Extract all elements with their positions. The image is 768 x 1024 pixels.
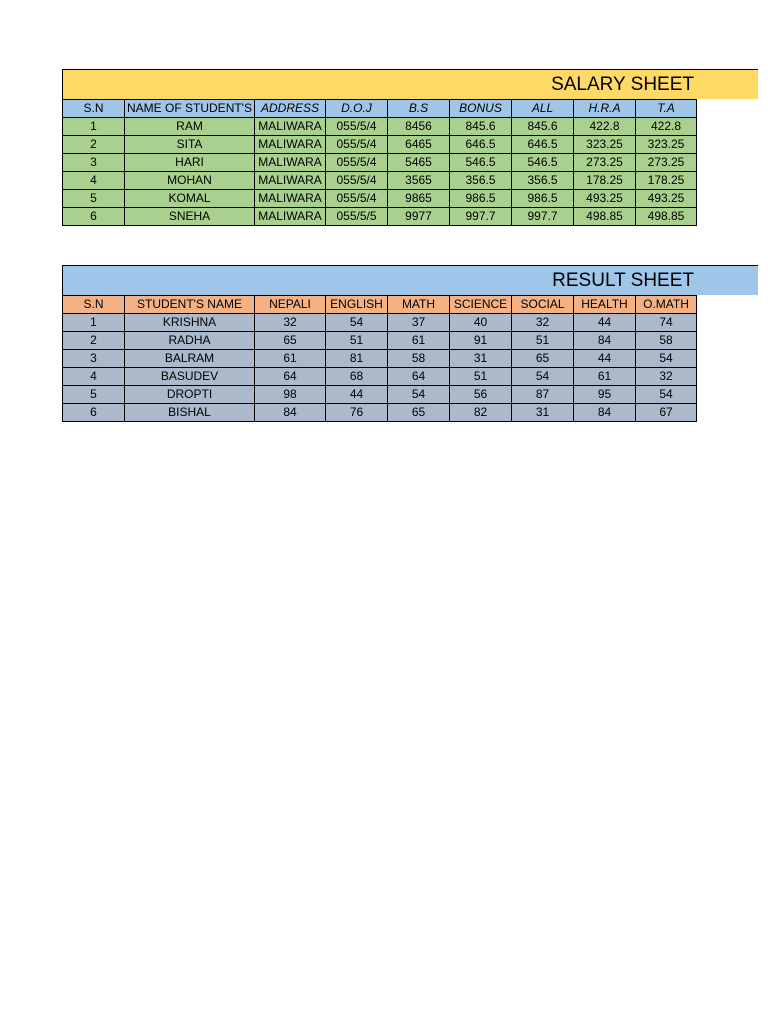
result-cell-science[interactable]: 56	[450, 386, 512, 404]
salary-row	[63, 190, 697, 208]
result-row	[63, 332, 697, 350]
salary-cell-bs[interactable]: 5465	[388, 154, 450, 172]
result-cell-social[interactable]: 51	[512, 332, 574, 350]
salary-cell-bonus[interactable]: 845.6	[450, 118, 512, 136]
result-cell-name[interactable]: KRISHNA	[125, 314, 255, 332]
result-cell-omath[interactable]: 74	[636, 314, 697, 332]
salary-cell-all[interactable]: 646.5	[512, 136, 574, 154]
result-cell-nepali[interactable]: 32	[255, 314, 326, 332]
result-cell-math[interactable]: 58	[388, 350, 450, 368]
salary-cell-all[interactable]: 986.5	[512, 190, 574, 208]
result-cell-omath[interactable]: 32	[636, 368, 697, 386]
salary-cell-address[interactable]: MALIWARA	[255, 172, 326, 190]
result-cell-name[interactable]: BISHAL	[125, 404, 255, 422]
salary-row	[63, 172, 697, 190]
result-cell-nepali[interactable]: 98	[255, 386, 326, 404]
result-cell-science[interactable]: 51	[450, 368, 512, 386]
salary-cell-address[interactable]: MALIWARA	[255, 190, 326, 208]
result-cell-social[interactable]: 87	[512, 386, 574, 404]
salary-header-all: ALL	[512, 100, 574, 118]
salary-cell-address[interactable]: MALIWARA	[255, 208, 326, 226]
salary-cell-name[interactable]: RAM	[125, 118, 255, 136]
result-cell-omath[interactable]: 58	[636, 332, 697, 350]
salary-header-name: NAME OF STUDENT'S	[125, 100, 255, 118]
result-sheet-title-band	[62, 265, 758, 295]
salary-row	[63, 136, 697, 154]
result-header-sn: S.N	[63, 296, 125, 314]
salary-cell-name[interactable]: HARI	[125, 154, 255, 172]
salary-cell-sn[interactable]: 5	[63, 190, 125, 208]
salary-cell-all[interactable]: 356.5	[512, 172, 574, 190]
result-sheet-title: RESULT SHEET	[552, 270, 694, 291]
salary-cell-sn[interactable]: 3	[63, 154, 125, 172]
result-cell-social[interactable]: 31	[512, 404, 574, 422]
result-cell-english[interactable]: 54	[326, 314, 388, 332]
result-cell-english[interactable]: 51	[326, 332, 388, 350]
result-cell-sn[interactable]: 2	[63, 332, 125, 350]
salary-cell-ta[interactable]: 493.25	[636, 190, 697, 208]
result-cell-nepali[interactable]: 64	[255, 368, 326, 386]
result-header-math: MATH	[388, 296, 450, 314]
result-cell-sn[interactable]: 1	[63, 314, 125, 332]
salary-cell-ta[interactable]: 178.25	[636, 172, 697, 190]
result-cell-omath[interactable]: 54	[636, 386, 697, 404]
salary-cell-hra[interactable]: 498.85	[574, 208, 636, 226]
salary-cell-bonus[interactable]: 986.5	[450, 190, 512, 208]
result-cell-name[interactable]: DROPTI	[125, 386, 255, 404]
salary-header-address: ADDRESS	[255, 100, 326, 118]
result-cell-health[interactable]: 44	[574, 314, 636, 332]
result-cell-omath[interactable]: 67	[636, 404, 697, 422]
salary-cell-ta[interactable]: 323.25	[636, 136, 697, 154]
result-cell-math[interactable]: 61	[388, 332, 450, 350]
result-row	[63, 350, 697, 368]
result-row	[63, 314, 697, 332]
salary-cell-bs[interactable]: 3565	[388, 172, 450, 190]
result-header-social: SOCIAL	[512, 296, 574, 314]
salary-cell-address[interactable]: MALIWARA	[255, 136, 326, 154]
salary-cell-name[interactable]: KOMAL	[125, 190, 255, 208]
result-table	[62, 295, 697, 422]
result-cell-science[interactable]: 40	[450, 314, 512, 332]
salary-cell-bs[interactable]: 9865	[388, 190, 450, 208]
salary-cell-name[interactable]: SNEHA	[125, 208, 255, 226]
salary-cell-address[interactable]: MALIWARA	[255, 118, 326, 136]
result-cell-sn[interactable]: 5	[63, 386, 125, 404]
salary-cell-doj[interactable]: 055/5/4	[326, 172, 388, 190]
result-cell-omath[interactable]: 54	[636, 350, 697, 368]
salary-header-hra: H.R.A	[574, 100, 636, 118]
result-cell-science[interactable]: 91	[450, 332, 512, 350]
salary-cell-name[interactable]: MOHAN	[125, 172, 255, 190]
result-cell-health[interactable]: 44	[574, 350, 636, 368]
salary-cell-doj[interactable]: 055/5/4	[326, 190, 388, 208]
salary-header-bs: B.S	[388, 100, 450, 118]
result-sheet-section	[62, 265, 758, 422]
result-header-english: ENGLISH	[326, 296, 388, 314]
salary-cell-hra[interactable]: 493.25	[574, 190, 636, 208]
result-header-science: SCIENCE	[450, 296, 512, 314]
result-cell-science[interactable]: 82	[450, 404, 512, 422]
result-cell-nepali[interactable]: 61	[255, 350, 326, 368]
salary-cell-all[interactable]: 546.5	[512, 154, 574, 172]
result-header-health: HEALTH	[574, 296, 636, 314]
salary-cell-ta[interactable]: 498.85	[636, 208, 697, 226]
salary-cell-hra[interactable]: 273.25	[574, 154, 636, 172]
result-cell-sn[interactable]: 4	[63, 368, 125, 386]
result-cell-math[interactable]: 65	[388, 404, 450, 422]
result-cell-health[interactable]: 95	[574, 386, 636, 404]
salary-cell-bonus[interactable]: 646.5	[450, 136, 512, 154]
result-cell-health[interactable]: 61	[574, 368, 636, 386]
salary-cell-doj[interactable]: 055/5/4	[326, 136, 388, 154]
salary-cell-hra[interactable]: 178.25	[574, 172, 636, 190]
salary-cell-bs[interactable]: 6465	[388, 136, 450, 154]
result-cell-health[interactable]: 84	[574, 404, 636, 422]
salary-cell-bonus[interactable]: 546.5	[450, 154, 512, 172]
salary-cell-all[interactable]: 997.7	[512, 208, 574, 226]
salary-cell-sn[interactable]: 4	[63, 172, 125, 190]
salary-cell-bs[interactable]: 9977	[388, 208, 450, 226]
salary-cell-address[interactable]: MALIWARA	[255, 154, 326, 172]
result-cell-name[interactable]: RADHA	[125, 332, 255, 350]
result-row	[63, 368, 697, 386]
result-row	[63, 404, 697, 422]
salary-cell-doj[interactable]: 055/5/4	[326, 154, 388, 172]
result-cell-english[interactable]: 68	[326, 368, 388, 386]
result-header-row	[63, 296, 697, 314]
result-cell-math[interactable]: 37	[388, 314, 450, 332]
result-cell-name[interactable]: BASUDEV	[125, 368, 255, 386]
result-cell-sn[interactable]: 3	[63, 350, 125, 368]
result-cell-nepali[interactable]: 84	[255, 404, 326, 422]
salary-header-bonus: BONUS	[450, 100, 512, 118]
result-cell-math[interactable]: 54	[388, 386, 450, 404]
salary-cell-bonus[interactable]: 997.7	[450, 208, 512, 226]
result-cell-english[interactable]: 81	[326, 350, 388, 368]
salary-cell-sn[interactable]: 2	[63, 136, 125, 154]
salary-cell-name[interactable]: SITA	[125, 136, 255, 154]
result-header-nepali: NEPALI	[255, 296, 326, 314]
result-cell-math[interactable]: 64	[388, 368, 450, 386]
salary-cell-ta[interactable]: 422.8	[636, 118, 697, 136]
salary-header-ta: T.A	[636, 100, 697, 118]
result-cell-social[interactable]: 65	[512, 350, 574, 368]
salary-cell-all[interactable]: 845.6	[512, 118, 574, 136]
result-header-name: STUDENT'S NAME	[125, 296, 255, 314]
salary-cell-bonus[interactable]: 356.5	[450, 172, 512, 190]
salary-cell-ta[interactable]: 273.25	[636, 154, 697, 172]
result-cell-english[interactable]: 44	[326, 386, 388, 404]
salary-row	[63, 154, 697, 172]
salary-cell-hra[interactable]: 422.8	[574, 118, 636, 136]
result-cell-science[interactable]: 31	[450, 350, 512, 368]
salary-cell-hra[interactable]: 323.25	[574, 136, 636, 154]
salary-sheet-title: SALARY SHEET	[551, 74, 694, 95]
salary-row	[63, 208, 697, 226]
salary-header-row	[63, 100, 697, 118]
result-cell-social[interactable]: 54	[512, 368, 574, 386]
salary-sheet-section	[62, 69, 758, 226]
salary-sheet-title-band	[62, 69, 758, 99]
result-cell-social[interactable]: 32	[512, 314, 574, 332]
result-cell-english[interactable]: 76	[326, 404, 388, 422]
salary-cell-sn[interactable]: 6	[63, 208, 125, 226]
salary-cell-sn[interactable]: 1	[63, 118, 125, 136]
result-cell-health[interactable]: 84	[574, 332, 636, 350]
salary-row	[63, 118, 697, 136]
result-header-omath: O.MATH	[636, 296, 697, 314]
result-cell-sn[interactable]: 6	[63, 404, 125, 422]
salary-table	[62, 99, 697, 226]
salary-header-sn: S.N	[63, 100, 125, 118]
salary-cell-doj[interactable]: 055/5/4	[326, 118, 388, 136]
salary-header-doj: D.O.J	[326, 100, 388, 118]
result-cell-name[interactable]: BALRAM	[125, 350, 255, 368]
salary-cell-doj[interactable]: 055/5/5	[326, 208, 388, 226]
salary-cell-bs[interactable]: 8456	[388, 118, 450, 136]
result-cell-nepali[interactable]: 65	[255, 332, 326, 350]
result-row	[63, 386, 697, 404]
